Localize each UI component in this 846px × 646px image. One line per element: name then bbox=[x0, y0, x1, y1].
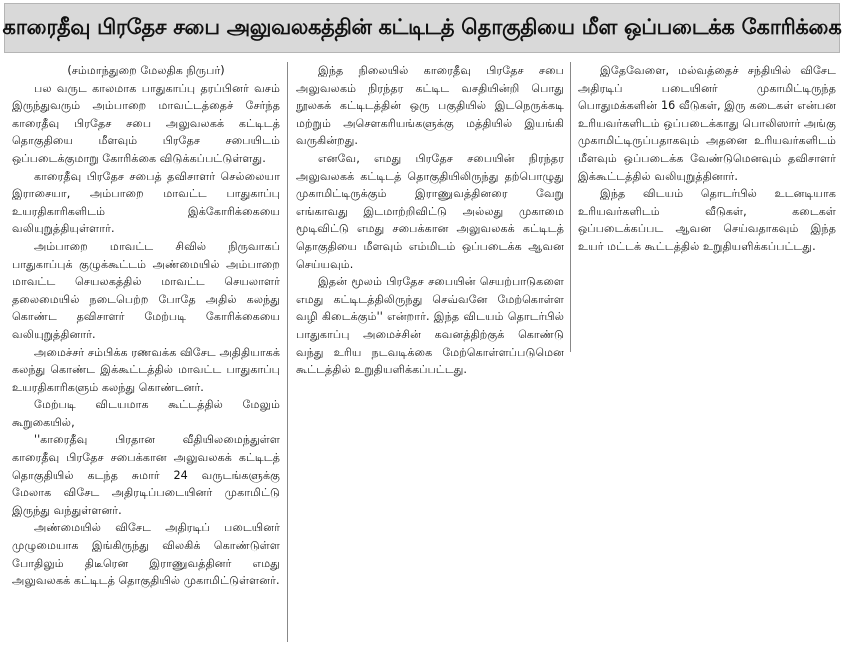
paragraph: காரைதீவு பிரதேச சபைத் தவிசாளர் செல்லையா இராசையா, அம்பாறை மாவட்ட பாதுகாப்பு உயரதிகாரிகளிடம் இக்கோரிக்கையை வலியுறுத்தியுள்ளார். bbox=[12, 169, 280, 236]
paragraph: அண்மையில் விசேட அதிரடிப் படையினர் முழுமையாக இங்கிருந்து விலகிக் கொண்டுள்ள போதிலும் திடீரென இராணுவத்தினர் எமது அலுவலகக் கட்டிடத் தொகுதியில் முகாமிட்டுள்ளனர். bbox=[12, 521, 280, 588]
headline-banner bbox=[4, 3, 840, 53]
paragraph: இதேவேளை, மல்வத்தைச் சந்தியில் விசேட அதிரடிப் படையினர் முகாமிட்டிருந்த பொதுமக்களின் 16 வீடுகள், இரு கடைகள் என்பன உரியவர்களிடம் ஒப்படைக்காது பொலிஸார் அங்கு முகாமிட்டிருப்பதாகவும் அதனை உரியவர்களிடம் மீளவும் ஒப்படைக்க வேண்டுமெனவும் தவிசாளர் இக்கூட்டத்தில் வலியுறுத்தினார். bbox=[578, 64, 836, 183]
article-column-1 bbox=[12, 62, 280, 642]
paragraph: அம்பாறை மாவட்ட சிவில் நிருவாகப் பாதுகாப்புக் குழுக்கூட்டம் அண்மையில் அம்பாறை மாவட்ட செயலகத்தில் மாவட்ட செயலாளர் தலைமையில் நடைபெற்ற போதே அதில் கலந்து கொண்ட தவிசாளர் மேற்படி கோரிக்கையை வலியுறுத்தினார். bbox=[12, 239, 280, 341]
paragraph: இந்த விடயம் தொடர்பில் உடனடியாக உரியவர்களிடம் வீடுகள், கடைகள் ஒப்படைக்கப்பட ஆவன செய்வதாகவும் இந்த உயர் மட்டக் கூட்டத்தில் உறுதியளிக்கப்பட்டது. bbox=[578, 187, 836, 253]
paragraph: பல வருட காலமாக பாதுகாப்பு தரப்பினர் வசம் இருந்துவரும் அம்பாறை மாவட்டத்தைச் சேர்ந்த காரைதீவு பிரதேச சபை அலுவலகக் கட்டிடத் தொகுதியை மீளவும் பிரதேச சபையிடம் ஒப்படைக்குமாறு கோரிக்கை விடுக்கப்பட்டுள்ளது. bbox=[12, 81, 280, 165]
paragraph: இதன் மூலம் பிரதேச சபையின் செயற்பாடுகளை எமது கட்டிடத்திலிருந்து செவ்வனே மேற்கொள்ள வழி கிடைக்கும்'' என்றார். இந்த விடயம் தொடர்பில் பாதுகாப்பு அமைச்சின் கவனத்திற்குக் கொண்டு வந்து உரிய நடவடிக்கை மேற்கொள்ளப்படுமென கூட்டத்தில் உறுதியளிக்கப்பட்டது. bbox=[296, 275, 564, 377]
headline: காரைதீவு பிரதேச சபை அலுவலகத்தின் கட்டிடத் தொகுதியை மீள ஒப்படைக்க கோரிக்கை bbox=[2, 14, 842, 39]
column-divider bbox=[570, 62, 571, 352]
paragraph: ''காரைதீவு பிரதான வீதியிலமைந்துள்ள காரைதீவு பிரதேச சபைக்கான அலுவலகக் கட்டிடத் தொகுதியில் கடந்த சுமார் 24 வருடங்களுக்கு மேலாக விசேட அதிரடிப்படையினர் முகாமிட்டு இருந்து வந்துள்ளனர். bbox=[12, 433, 280, 517]
column-divider bbox=[287, 62, 288, 642]
paragraph: இந்த நிலையில் காரைதீவு பிரதேச சபை அலுவலகம் நிரந்தர கட்டிட வசதியின்றி பொது நூலகக் கட்டிடத்தின் ஒரு பகுதியில் இடநெருக்கடி மற்றும் அசௌகரியங்களுக்கு மத்தியில் இயங்கி வருகின்றது. bbox=[296, 64, 564, 148]
article-column-3 bbox=[578, 62, 836, 342]
article-column-2 bbox=[296, 62, 564, 377]
byline: (சம்மாந்துறை மேலதிக நிருபர்) bbox=[67, 64, 225, 77]
paragraph: மேற்படி விடயமாக கூட்டத்தில் மேலும் கூறுகையில், bbox=[12, 398, 280, 429]
paragraph: எனவே, எமது பிரதேச சபையின் நிரந்தர அலுவலகக் கட்டிடத் தொகுதியிலிருந்து தற்பொழுது முகாமிட்டிருக்கும் இராணுவத்தினரை வேறு எங்காவது இடமாற்றிவிட்டு அல்லது முகாமை மூடிவிட்டு எமது சபைக்கான அலுவலகக் கட்டிடத் தொகுதியை மீளவும் எம்மிடம் ஒப்படைக்க ஆவன செய்யவும். bbox=[296, 151, 564, 271]
paragraph: அமைச்சர் சம்பிக்க ரணவக்க விசேட அதிதியாகக் கலந்து கொண்ட இக்கூட்டத்தில் மாவட்ட பாதுகாப்பு உயரதிகாரிகளும் கலந்து கொண்டனர். bbox=[12, 345, 280, 394]
